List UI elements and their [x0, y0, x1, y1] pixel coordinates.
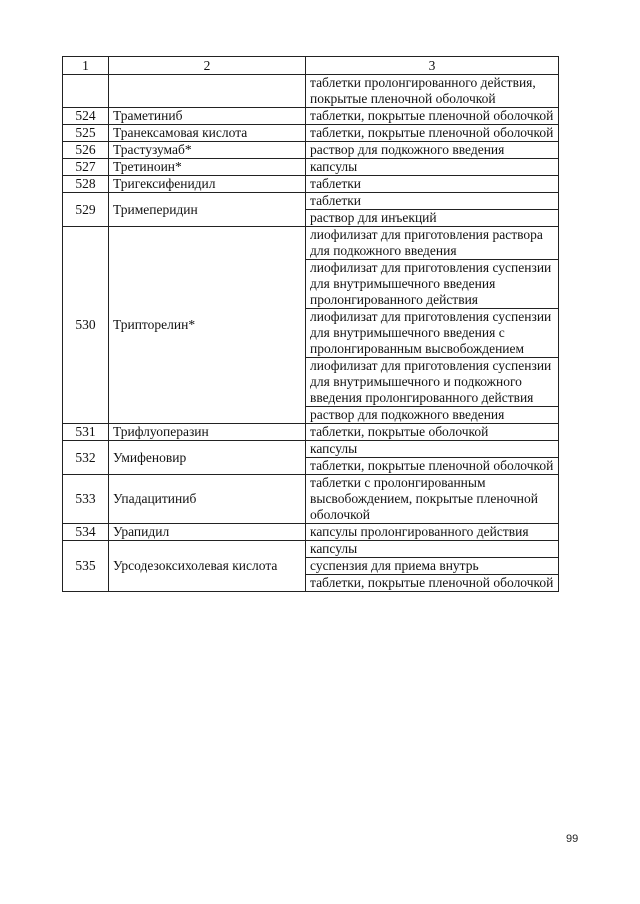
header-col-1: 1 [63, 57, 109, 75]
table-row [63, 193, 559, 210]
dosage-form: лиофилизат для приготовления суспензии для внутримышечного и подкожного введения пролонгированного действия [306, 358, 559, 407]
drug-name: Трифлуоперазин [109, 424, 306, 441]
dosage-form: таблетки, покрытые пленочной оболочкой [306, 108, 559, 125]
dosage-form: капсулы пролонгированного действия [306, 524, 559, 541]
dosage-form: раствор для подкожного введения [306, 407, 559, 424]
table-row [63, 75, 559, 108]
table-row [63, 524, 559, 541]
row-number [63, 75, 109, 108]
dosage-form: суспензия для приема внутрь [306, 558, 559, 575]
table-row [63, 125, 559, 142]
row-number: 535 [63, 541, 109, 592]
drug-name: Трастузумаб* [109, 142, 306, 159]
dosage-form: лиофилизат для приготовления суспензии для внутримышечного введения с пролонгированным высвобождением [306, 309, 559, 358]
drug-name: Умифеновир [109, 441, 306, 475]
dosage-form: таблетки пролонгированного действия, покрытые пленочной оболочкой [306, 75, 559, 108]
dosage-form: таблетки, покрытые пленочной оболочкой [306, 575, 559, 592]
dosage-form: капсулы [306, 441, 559, 458]
table-header-row [63, 57, 559, 75]
row-number: 532 [63, 441, 109, 475]
dosage-form: раствор для подкожного введения [306, 142, 559, 159]
table-row [63, 541, 559, 558]
row-number: 528 [63, 176, 109, 193]
dosage-form: таблетки, покрытые пленочной оболочкой [306, 458, 559, 475]
drug-name: Третиноин* [109, 159, 306, 176]
row-number: 524 [63, 108, 109, 125]
row-number: 533 [63, 475, 109, 524]
row-number: 525 [63, 125, 109, 142]
dosage-form: капсулы [306, 159, 559, 176]
dosage-form: раствор для инъекций [306, 210, 559, 227]
drug-name: Тримеперидин [109, 193, 306, 227]
row-number: 534 [63, 524, 109, 541]
table-row [63, 176, 559, 193]
header-col-3: 3 [306, 57, 559, 75]
drug-name: Упадацитиниб [109, 475, 306, 524]
row-number: 531 [63, 424, 109, 441]
dosage-form: капсулы [306, 541, 559, 558]
row-number: 527 [63, 159, 109, 176]
table-body [63, 75, 559, 592]
dosage-form: таблетки, покрытые пленочной оболочкой [306, 125, 559, 142]
table-row [63, 475, 559, 524]
drug-name [109, 75, 306, 108]
dosage-form: таблетки [306, 193, 559, 210]
drug-name: Траметиниб [109, 108, 306, 125]
table-row [63, 441, 559, 458]
drug-name: Тригексифенидил [109, 176, 306, 193]
dosage-form: таблетки [306, 176, 559, 193]
table-row [63, 108, 559, 125]
drug-name: Транексамовая кислота [109, 125, 306, 142]
row-number: 529 [63, 193, 109, 227]
row-number: 526 [63, 142, 109, 159]
table-row [63, 424, 559, 441]
table-row [63, 142, 559, 159]
drug-name: Урсодезоксихолевая кислота [109, 541, 306, 592]
table-row [63, 227, 559, 260]
drug-name: Урапидил [109, 524, 306, 541]
drug-name: Трипторелин* [109, 227, 306, 424]
drug-table [62, 56, 559, 592]
table-row [63, 159, 559, 176]
dosage-form: лиофилизат для приготовления раствора для подкожного введения [306, 227, 559, 260]
header-col-2: 2 [109, 57, 306, 75]
dosage-form: таблетки с пролонгированным высвобождением, покрытые пленочной оболочкой [306, 475, 559, 524]
row-number: 530 [63, 227, 109, 424]
page-number: 99 [566, 833, 579, 845]
dosage-form: таблетки, покрытые оболочкой [306, 424, 559, 441]
dosage-form: лиофилизат для приготовления суспензии для внутримышечного введения пролонгированного действия [306, 260, 559, 309]
